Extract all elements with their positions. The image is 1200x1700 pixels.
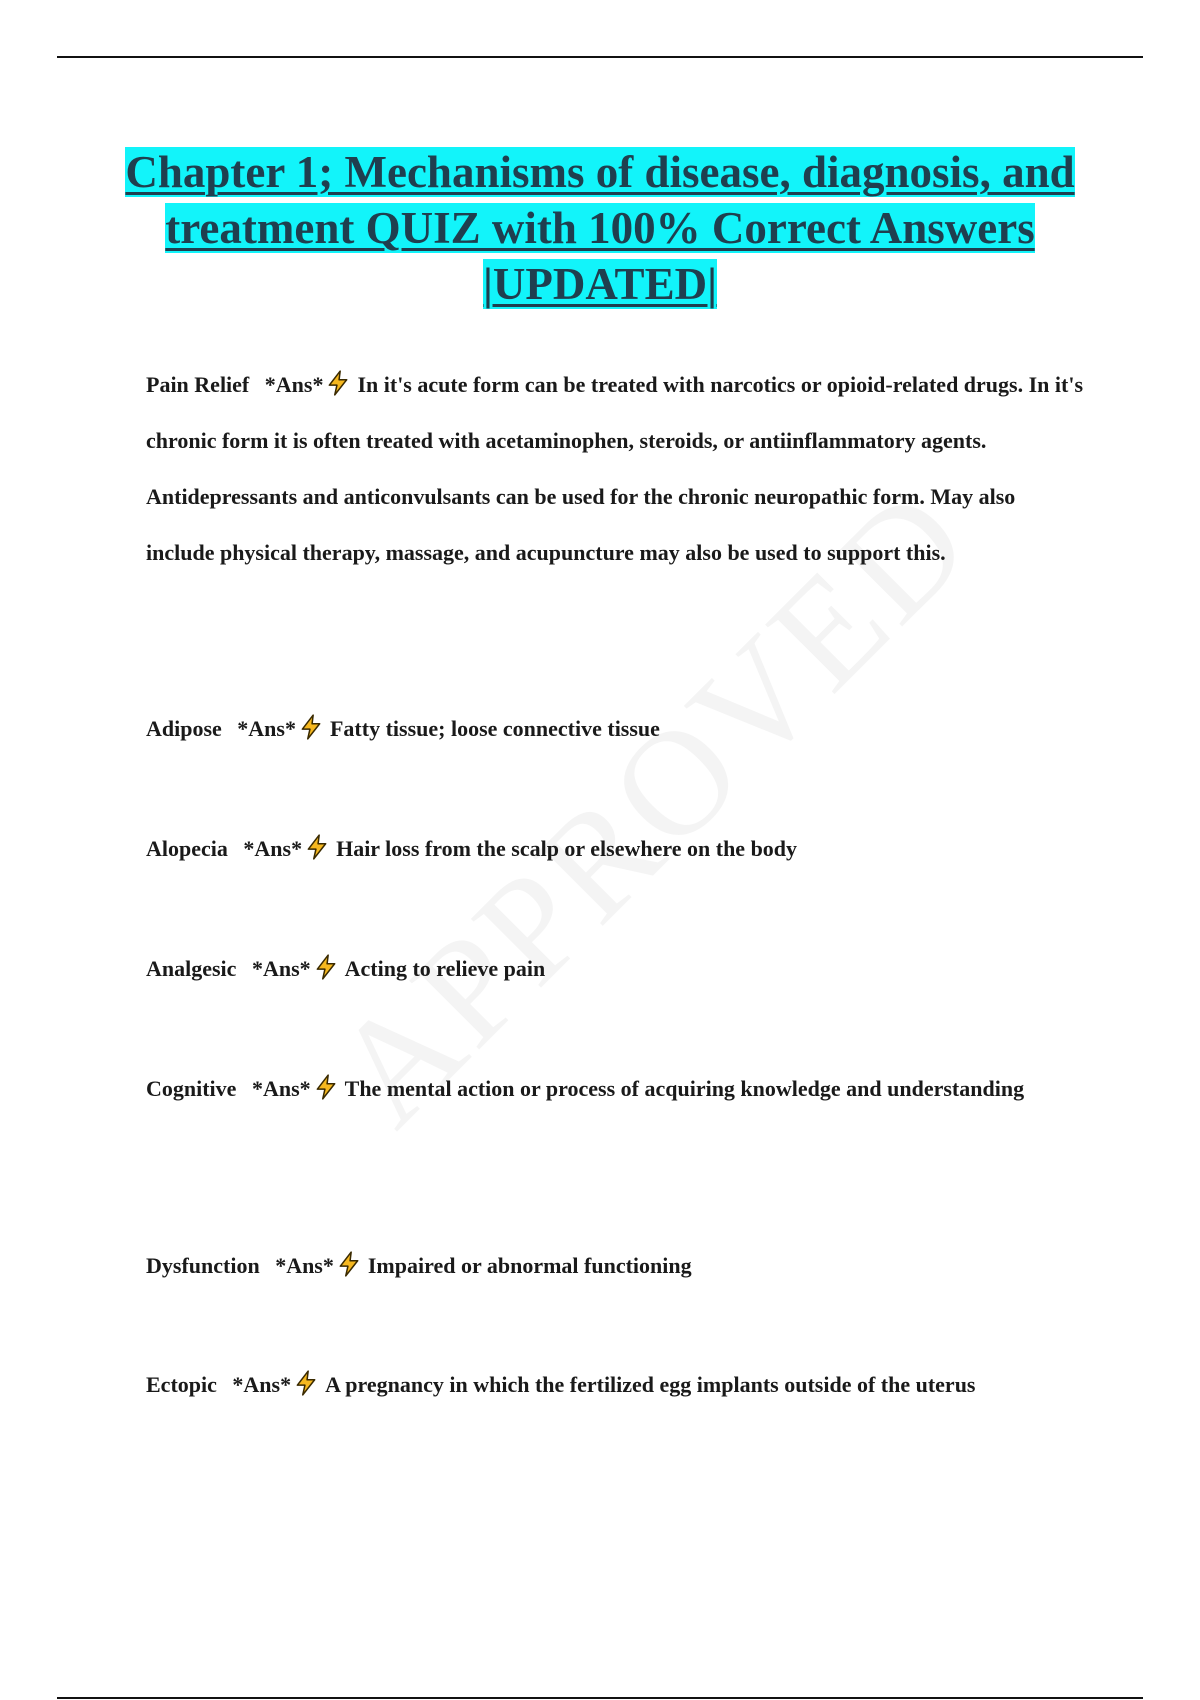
qa-item-adipose	[146, 701, 1086, 757]
answer-text: Acting to relieve pain	[344, 956, 546, 981]
term: Dysfunction	[146, 1253, 260, 1278]
term: Cognitive	[146, 1076, 237, 1101]
lightning-bolt-icon	[313, 954, 339, 980]
lightning-bolt-icon	[298, 714, 324, 740]
qa-item-pain-relief	[146, 357, 1086, 581]
qa-item-cognitive	[146, 1061, 1086, 1117]
title-text: Chapter 1; Mechanisms of disease, diagnosis, and treatment QUIZ with 100% Correct Answers |UPDATED|	[125, 147, 1075, 309]
document-title	[60, 144, 1140, 312]
term: Analgesic	[146, 956, 237, 981]
answer-marker: *Ans*	[237, 716, 296, 741]
answer-text: Fatty tissue; loose connective tissue	[329, 716, 660, 741]
answer-marker: *Ans*	[243, 836, 303, 861]
top-rule	[57, 56, 1143, 58]
lightning-bolt-icon	[336, 1251, 362, 1277]
answer-marker: *Ans*	[251, 1076, 311, 1101]
term: Adipose	[146, 716, 222, 741]
answer-marker: *Ans*	[275, 1253, 334, 1278]
answer-text: A pregnancy in which the fertilized egg implants outside of the uterus	[325, 1372, 976, 1397]
answer-text: The mental action or process of acquiring knowledge and understanding	[344, 1076, 1025, 1101]
lightning-bolt-icon	[304, 834, 330, 860]
lightning-bolt-icon	[313, 1074, 339, 1100]
answer-text: Hair loss from the scalp or elsewhere on the body	[336, 836, 798, 861]
answer-marker: *Ans*	[264, 372, 324, 397]
term: Ectopic	[146, 1372, 217, 1397]
qa-item-analgesic	[146, 941, 1086, 997]
term: Alopecia	[146, 836, 228, 861]
answer-text: Impaired or abnormal functioning	[367, 1253, 692, 1278]
answer-marker: *Ans*	[232, 1372, 292, 1397]
bottom-rule	[57, 1697, 1143, 1699]
qa-item-dysfunction	[146, 1238, 1086, 1294]
answer-text: In it's acute form can be treated with narcotics or opioid-related drugs. In it's chronic form it is often treated with acetaminophen, steroids, or antiinflammatory agents. Antidepressants and anticonvulsants can be used for the chronic neuropathic form. May also include physical therapy, massage, and acupuncture may also be used to support this.	[146, 372, 1084, 565]
term: Pain Relief	[146, 372, 250, 397]
lightning-bolt-icon	[325, 370, 351, 396]
qa-item-ectopic	[146, 1357, 1086, 1413]
answer-marker: *Ans*	[251, 956, 311, 981]
lightning-bolt-icon	[293, 1370, 319, 1396]
qa-item-alopecia	[146, 821, 1086, 877]
